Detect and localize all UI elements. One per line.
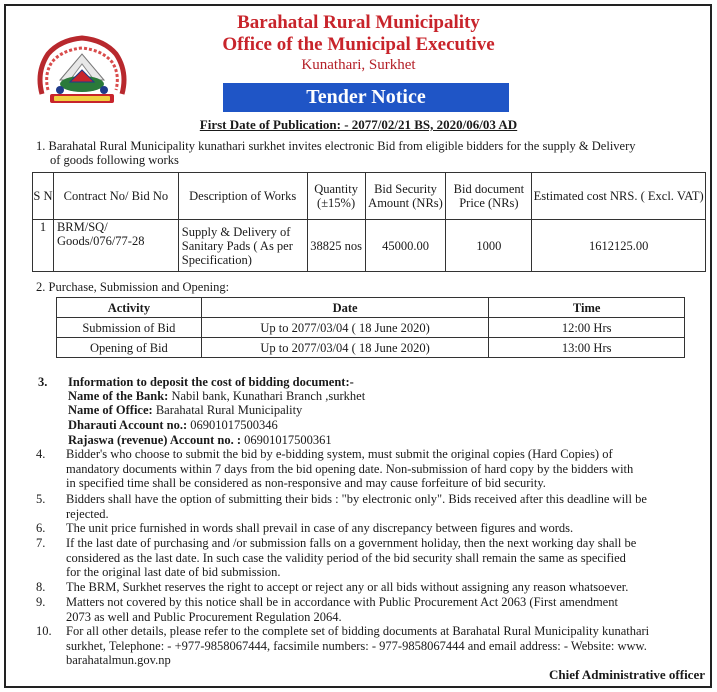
rajaswa-account	[68, 433, 332, 447]
clause-line: Bidder's who choose to submit the bid by e-bidding system, must submit the original copies (Hard Copies) of	[66, 447, 613, 461]
col-contract-no: Contract No/ Bid No	[53, 173, 178, 220]
cell-time: 12:00 Hrs	[489, 318, 685, 338]
clause-line: barahatalmun.gov.np	[66, 653, 171, 667]
section2-title: 2. Purchase, Submission and Opening:	[36, 280, 230, 294]
cell-bid-security: 45000.00	[365, 220, 446, 272]
bank-label: Name of the Bank:	[68, 389, 169, 403]
clause-line: considered as the last date. In such case the validity period of the bid security shall remain the same as specified	[66, 550, 626, 565]
clause-number: 10.	[36, 624, 52, 638]
dharauti-value: 06901017500346	[187, 418, 278, 432]
clause-number: 5.	[36, 492, 46, 506]
section3-number: 3.	[38, 375, 48, 389]
clause-number: 6.	[36, 521, 46, 535]
section3-title: Information to deposit the cost of bidding document:-	[68, 375, 354, 389]
clause-line: 2073 as well and Public Procurement Regulation 2064.	[66, 609, 342, 624]
section1-text-line2: of goods following works	[50, 153, 179, 167]
rajaswa-value: 06901017500361	[241, 433, 332, 447]
cell-description: Supply & Delivery of Sanitary Pads ( As per Specification)	[178, 220, 307, 272]
bank-value: Nabil bank, Kunathari Branch ,surkhet	[168, 389, 366, 403]
office-name: Office of the Municipal Executive	[222, 34, 495, 55]
cell-quantity: 38825 nos	[307, 220, 365, 272]
tender-notice-banner: Tender Notice	[223, 83, 509, 112]
col-bid-doc-price: Bid document Price (NRs)	[446, 173, 532, 220]
bid-table-header	[33, 173, 706, 220]
cell-estimated-cost: 1612125.00	[532, 220, 706, 272]
dharauti-label: Dharauti Account no.:	[68, 418, 188, 432]
office-value: Barahatal Rural Municipality	[152, 403, 303, 417]
schedule-table-header	[57, 298, 685, 318]
rajaswa-label: Rajaswa (revenue) Account no. :	[68, 433, 242, 447]
clause-line: rejected.	[66, 506, 109, 521]
clause-line: Matters not covered by this notice shall be in accordance with Public Procurement Act 2063 (First amendment	[66, 595, 618, 609]
clause-line: The unit price furnished in words shall prevail in case of any discrepancy between figures and words.	[66, 521, 574, 535]
table-row	[33, 220, 706, 272]
office-name-line	[68, 403, 302, 417]
dharauti-account	[68, 418, 278, 432]
col-bid-security: Bid Security Amount (NRs)	[365, 173, 446, 220]
clause-number: 9.	[36, 595, 46, 609]
bid-table	[32, 172, 706, 272]
col-quantity: Quantity (±15%)	[307, 173, 365, 220]
clause-number: 8.	[36, 580, 46, 594]
municipality-name: Barahatal Rural Municipality	[237, 12, 480, 33]
col-date: Date	[201, 298, 489, 318]
cell-sn: 1	[33, 220, 54, 272]
table-row	[57, 318, 685, 338]
clause-line: For all other details, please refer to the complete set of bidding documents at Barahatal Rural Municipality kunathari	[66, 624, 650, 638]
clause-number: 4.	[36, 447, 46, 461]
clause-number: 7.	[36, 536, 46, 550]
clause-line: If the last date of purchasing and /or submission falls on a government holiday, then the next working day shall be	[66, 536, 637, 550]
col-description: Description of Works	[178, 173, 307, 220]
office-location: Kunathari, Surkhet	[301, 57, 416, 73]
clause-line: surkhet, Telephone: - +977-9858067444, facsimile numbers: - 977-9858067444 and email address: - Website: www.	[66, 638, 647, 653]
cell-time: 13:00 Hrs	[489, 338, 685, 358]
clause-line: The BRM, Surkhet reserves the right to accept or reject any or all bids without assigning any reason whatsoever.	[66, 580, 629, 594]
col-sn: S N	[33, 173, 54, 220]
cell-date: Up to 2077/03/04 ( 18 June 2020)	[201, 338, 489, 358]
cell-activity: Submission of Bid	[57, 318, 202, 338]
section1-text-line1: 1. Barahatal Rural Municipality kunathari surkhet invites electronic Bid from eligible bidders for the supply & Delivery	[36, 139, 636, 153]
clause-line: in specified time shall be considered as non-responsive and may cause forfeiture of bid security.	[66, 476, 546, 490]
office-label: Name of Office:	[68, 403, 153, 417]
cell-contract-no: BRM/SQ/ Goods/076/77-28	[53, 220, 178, 272]
cell-date: Up to 2077/03/04 ( 18 June 2020)	[201, 318, 489, 338]
clause-line: for the original last date of bid submission.	[66, 565, 281, 579]
col-estimated-cost: Estimated cost NRS. ( Excl. VAT)	[532, 173, 706, 220]
cell-bid-doc-price: 1000	[446, 220, 532, 272]
signature: Chief Administrative officer	[549, 667, 705, 682]
schedule-table	[56, 297, 685, 358]
col-activity: Activity	[57, 298, 202, 318]
col-time: Time	[489, 298, 685, 318]
table-row	[57, 338, 685, 358]
publication-date: First Date of Publication: - 2077/02/21 BS, 2020/06/03 AD	[199, 117, 518, 132]
clause-line: Bidders shall have the option of submitting their bids : "by electronic only". Bids received after this deadline will be	[66, 492, 647, 506]
bank-name	[68, 389, 365, 403]
cell-activity: Opening of Bid	[57, 338, 202, 358]
clause-line: mandatory documents within 7 days from the bid opening date. Non-submission of hard copy by the bidders with	[66, 461, 634, 476]
